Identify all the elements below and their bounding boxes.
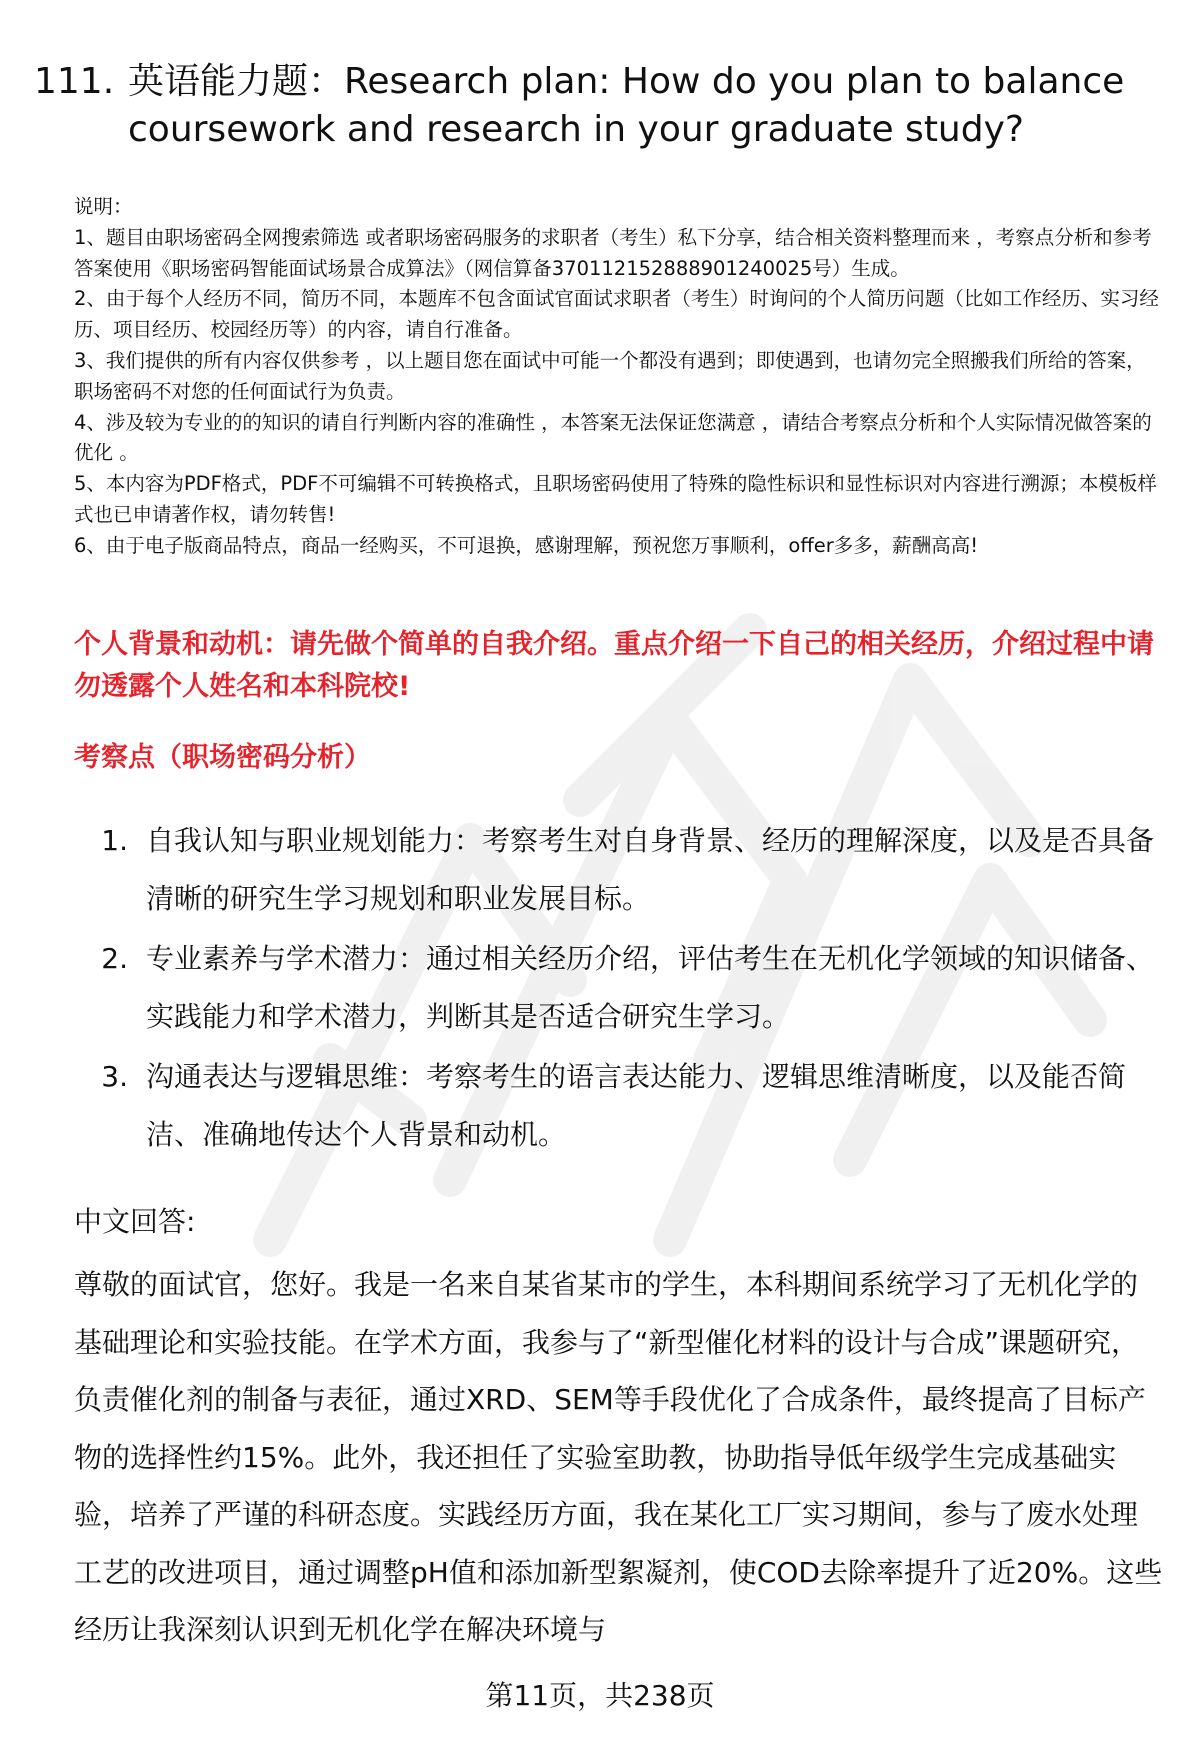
analysis-point — [74, 930, 1164, 1046]
point-number: 2. — [101, 942, 128, 975]
note-item-2: 2、由于每个人经历不同，简历不同，本题库不包含面试官面试求职者（考生）时询问的个人简历问题（比如工作经历、实习经历、项目经历、校园经历等）的内容，请自行准备。 — [74, 287, 1159, 342]
section-heading: 个人背景和动机：请先做个简单的自我介绍。重点介绍一下自己的相关经历，介绍过程中请勿透露个人姓名和本科院校! — [74, 629, 1154, 702]
question-title — [34, 58, 1174, 154]
point-text: 自我认知与职业规划能力：考察考生对自身背景、经历的理解深度，以及是否具备清晰的研究生学习规划和职业发展目标。 — [146, 824, 1155, 915]
answer-text: 尊敬的面试官，您好。我是一名来自某省某市的学生，本科期间系统学习了无机化学的基础理论和实验技能。在学术方面，我参与了“新型催化材料的设计与合成”课题研究，负责催化剂的制备与表征，通过XRD、SEM等手段优化了合成条件，最终提高了目标产物的选择性约15%。此外，我还担任了实验室助教，协助指导低年级学生完成基础实验，培养了严谨的科研态度。实践经历方面，我在某化工厂实习期间，参与了废水处理工艺的改进项目，通过调整pH值和添加新型絮凝剂，使COD去除率提升了近20%。这些经历让我深刻认识到无机化学在解决环境与 — [74, 1268, 1163, 1646]
point-number: 3. — [101, 1060, 128, 1093]
analysis-point — [74, 1048, 1164, 1164]
point-number: 1. — [101, 824, 128, 857]
point-text: 专业素养与学术潜力：通过相关经历介绍，评估考生在无机化学领域的知识储备、实践能力和学术潜力，判断其是否适合研究生学习。 — [146, 942, 1155, 1033]
note-item-4: 4、涉及较为专业的的知识的请自行判断内容的准确性 ，本答案无法保证您满意 ，请结合考察点分析和个人实际情况做答案的优化 。 — [74, 410, 1152, 465]
notes-block — [74, 192, 1164, 562]
note-item-3: 3、我们提供的所有内容仅供参考 ，以上题目您在面试中可能一个都没有遇到；即使遇到，也请勿完全照搬我们所给的答案，职场密码不对您的任何面试行为负责。 — [74, 348, 1146, 403]
note-item-6: 6、由于电子版商品特点，商品一经购买，不可退换，感谢理解，预祝您万事顺利，offer多多，薪酬高高! — [74, 533, 979, 557]
question-number: 111. — [34, 61, 115, 102]
analysis-subheading: 考察点（职场密码分析） — [74, 742, 371, 773]
analysis-point — [74, 812, 1164, 928]
analysis-points — [74, 812, 1164, 1166]
answer-label: 中文回答: — [74, 1205, 196, 1238]
point-text: 沟通表达与逻辑思维：考察考生的语言表达能力、逻辑思维清晰度，以及能否简洁、准确地传达个人背景和动机。 — [146, 1060, 1127, 1151]
question-text: 英语能力题：Research plan: How do you plan to balance coursework and research in your graduate study? — [128, 61, 1125, 150]
note-item-5: 5、本内容为PDF格式，PDF不可编辑不可转换格式，且职场密码使用了特殊的隐性标识和显性标识对内容进行溯源；本模板样式也已申请著作权，请勿转售! — [74, 472, 1157, 526]
notes-heading: 说明： — [74, 195, 133, 218]
note-item-1: 1、题目由职场密码全网搜索筛选 或者职场密码服务的求职者（考生）私下分享，结合相关资料整理而来 ，考察点分析和参考答案使用《职场密码智能面试场景合成算法》（网信算备370112152888901240025号）生成。 — [74, 225, 1152, 280]
page-number: 第11页，共238页 — [485, 1679, 715, 1712]
